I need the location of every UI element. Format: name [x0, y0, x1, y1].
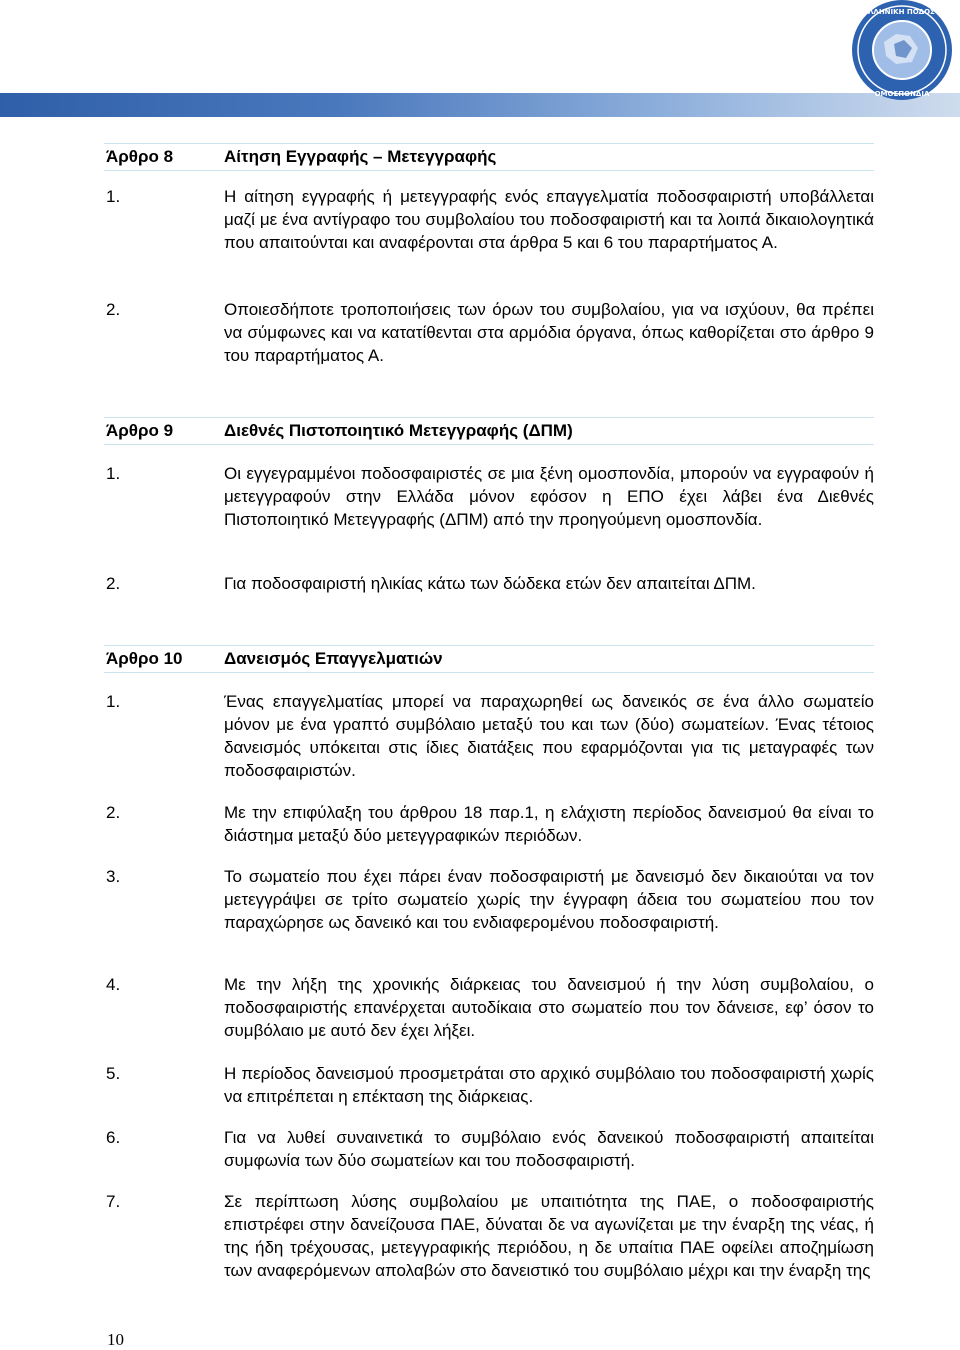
item-text: Για να λυθεί συναινετικά το συμβόλαιο ενός δανεικού ποδοσφαιριστή απαιτείται συμφωνία των δύο σωματείων και του ποδοσφαιριστή. — [224, 1128, 874, 1170]
header-bar — [0, 93, 960, 117]
item-number: 4. — [106, 975, 121, 994]
item-number: 2. — [106, 803, 121, 822]
item-text: Η περίοδος δανεισμού προσμετράται στο αρχικό συμβόλαιο του ποδοσφαιριστή χωρίς να επιτρέπεται η επέκταση της διάρκειας. — [224, 1064, 874, 1106]
svg-text:ΕΛΛΗΝΙΚΗ ΠΟΔΟΣΦ: ΕΛΛΗΝΙΚΗ ΠΟΔΟΣΦ — [863, 8, 941, 16]
list-item — [104, 865, 874, 934]
item-number: 6. — [106, 1128, 121, 1147]
list-item — [104, 185, 874, 254]
article-number: Άρθρο 9 — [106, 421, 174, 440]
item-number: 2. — [106, 574, 121, 593]
item-number: 1. — [106, 692, 121, 711]
list-item — [104, 1062, 874, 1108]
article-9-heading — [104, 417, 874, 445]
federation-logo — [824, 0, 960, 117]
article-title: Διεθνές Πιστοποιητικό Μετεγγραφής (ΔΠΜ) — [224, 421, 573, 440]
list-item — [104, 1126, 874, 1172]
list-item — [104, 462, 874, 531]
list-item — [104, 298, 874, 367]
item-number: 7. — [106, 1192, 121, 1211]
article-title: Αίτηση Εγγραφής – Μετεγγραφής — [224, 147, 497, 166]
item-text: Η αίτηση εγγραφής ή μετεγγραφής ενός επαγγελματία ποδοσφαιριστή υποβάλλεται μαζί με ένα αντίγραφο του συμβολαίου του ποδοσφαιριστή και τα λοιπά δικαιολογητικά που απαιτούνται και αναφέρονται στα άρθρα 5 και 6 του παραρτήματος Α. — [224, 187, 874, 252]
list-item — [104, 801, 874, 847]
item-text: Το σωματείο που έχει πάρει έναν ποδοσφαιριστή με δανεισμό δεν δικαιούται να τον μετεγγράψει σε τρίτο σωματείο χωρίς την έγγραφη άδεια του σωματείου που τον παραχώρησε ως δανεικό και του ενδιαφερομένου ποδοσφαιριστή. — [224, 867, 874, 932]
item-number: 2. — [106, 300, 121, 319]
item-text: Για ποδοσφαιριστή ηλικίας κάτω των δώδεκα ετών δεν απαιτείται ΔΠΜ. — [224, 574, 756, 593]
article-10-heading — [104, 645, 874, 673]
list-item — [104, 690, 874, 782]
item-text: Οποιεσδήποτε τροποποιήσεις των όρων του συμβολαίου, για να ισχύουν, θα πρέπει να σύμφωνες και να κατατίθενται στα αρμόδια όργανα, όπως καθορίζεται στο άρθρο 9 του παραρτήματος Α. — [224, 300, 874, 365]
item-number: 1. — [106, 187, 121, 206]
item-number: 5. — [106, 1064, 121, 1083]
item-text: Οι εγγεγραμμένοι ποδοσφαιριστές σε μια ξένη ομοσπονδία, μπορούν να εγγραφούν ή μετεγγραφούν στην Ελλάδα μόνον εφόσον η ΕΠΟ έχει λάβει ένα Διεθνές Πιστοποιητικό Μετεγγραφής (ΔΠΜ) από την προηγούμενη ομοσπονδία. — [224, 464, 874, 529]
article-8-heading — [104, 143, 874, 171]
item-text: Με την λήξη της χρονικής διάρκειας του δανεισμού ή την λύση συμβολαίου, ο ποδοσφαιριστής επανέρχεται αυτοδίκαια στο σωματείο που τον δάνεισε, εφ’ όσον το συμβόλαιο με αυτό δεν έχει λήξει. — [224, 975, 874, 1040]
list-item — [104, 572, 874, 595]
logo-emblem-icon — [824, 0, 960, 117]
item-number: 3. — [106, 867, 121, 886]
list-item — [104, 1190, 874, 1282]
article-title: Δανεισμός Επαγγελματιών — [224, 649, 443, 668]
svg-text:ΟΜΟΣΠΟΝΔΙΑ: ΟΜΟΣΠΟΝΔΙΑ — [874, 90, 930, 98]
list-item — [104, 973, 874, 1042]
article-number: Άρθρο 8 — [106, 147, 174, 166]
page-number: 10 — [107, 1330, 124, 1349]
item-text: Με την επιφύλαξη του άρθρου 18 παρ.1, η ελάχιστη περίοδος δανεισμού θα είναι το διάστημα μεταξύ δύο μετεγγραφικών περιόδων. — [224, 803, 874, 845]
item-number: 1. — [106, 464, 121, 483]
item-text: Ένας επαγγελματίας μπορεί να παραχωρηθεί ως δανεικός σε ένα άλλο σωματείο μόνον με ένα γραπτό συμβόλαιο μεταξύ του και των (δύο) σωματείων. Ένας τέτοιος δανεισμός υπόκειται στις ίδιες διατάξεις που εφαρμόζονται για τις μεταγραφές των ποδοσφαιριστών. — [224, 692, 874, 780]
item-text: Σε περίπτωση λύσης συμβολαίου με υπαιτιότητα της ΠΑΕ, ο ποδοσφαιριστής επιστρέφει στην δανείζουσα ΠΑΕ, δύναται δε να αγωνίζεται με την έναρξη της νέας, ή της ήδη τρέχουσας, μετεγγραφικής περιόδου, η δε υπαίτια ΠΑΕ οφείλει αποζημίωση των αναφερόμενων απολαβών στο δανειστικό του συμβόλαιο μέχρι και την έναρξη της — [224, 1192, 874, 1280]
article-number: Άρθρο 10 — [106, 649, 183, 668]
